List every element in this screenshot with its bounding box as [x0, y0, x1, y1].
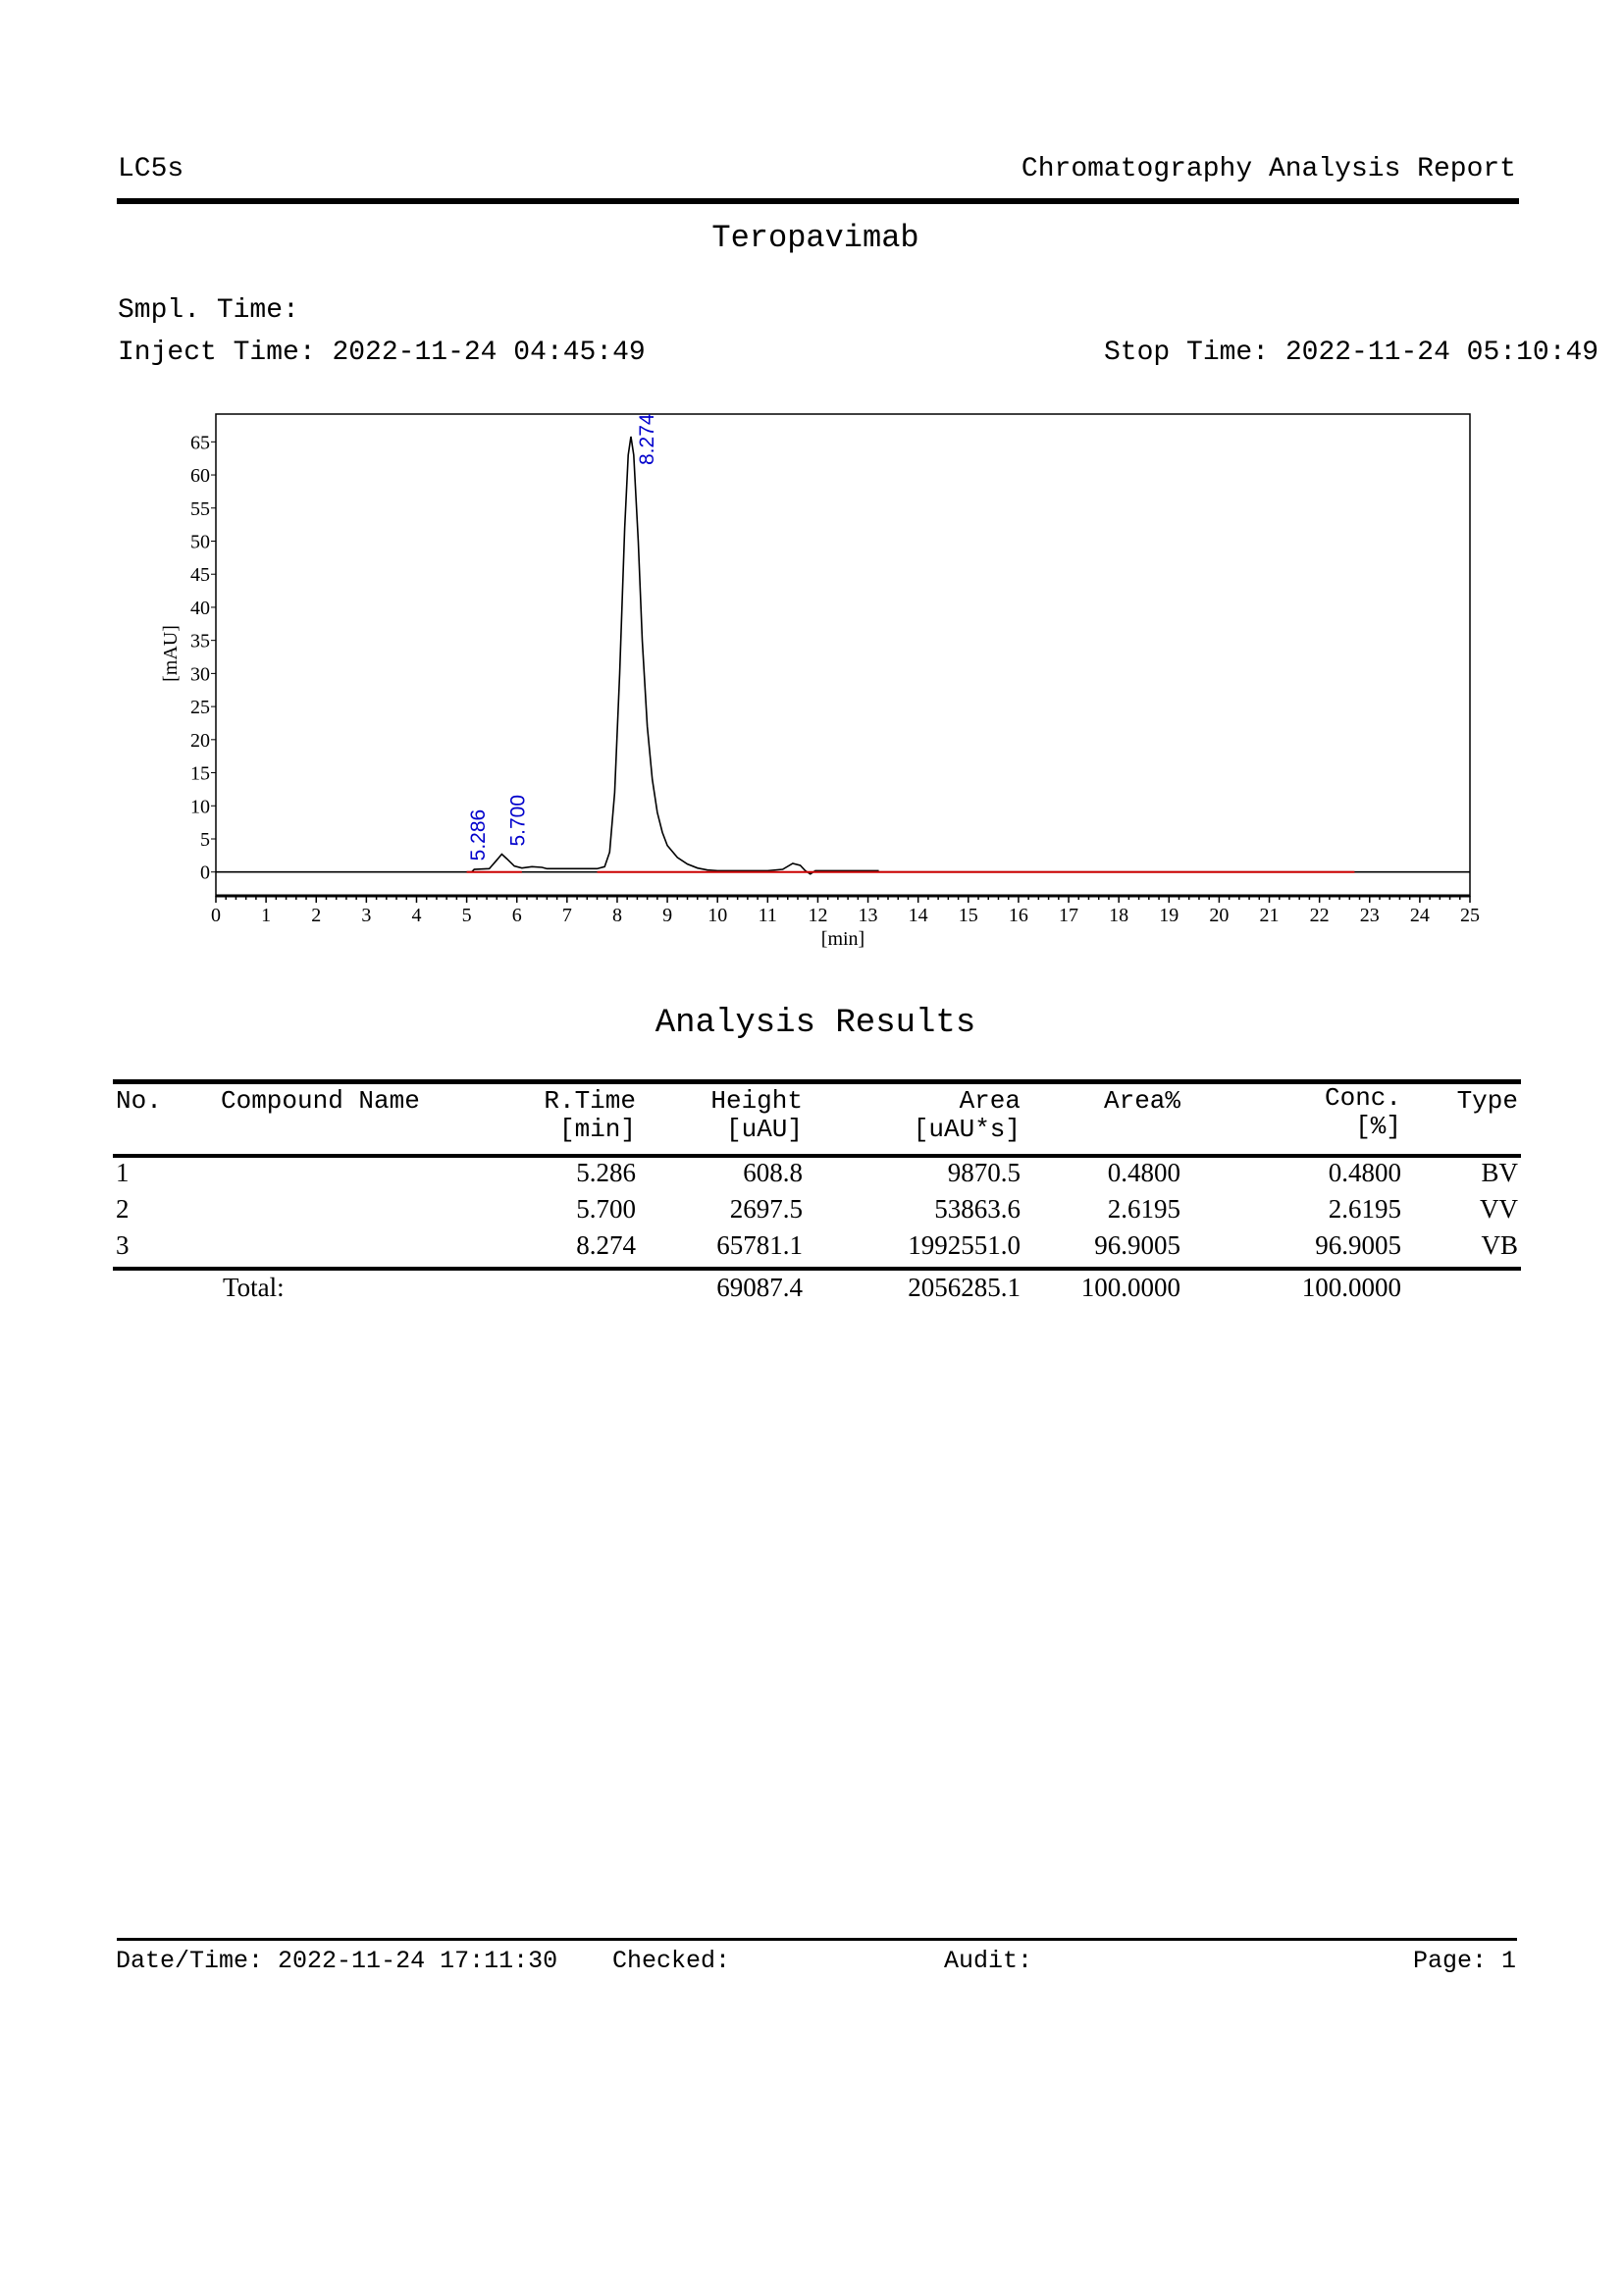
footer-audit-label: Audit:	[944, 1947, 1033, 1975]
footer-rule	[117, 1938, 1517, 1941]
col-area-pct: Area%	[1103, 1086, 1180, 1116]
footer-datetime-label: Date/Time:	[116, 1947, 264, 1975]
footer-page-number: 1	[1500, 1947, 1516, 1975]
stop-time-label: Stop Time:	[1104, 338, 1270, 368]
x-tick-label: 10	[707, 905, 728, 926]
total-label: Total:	[223, 1273, 285, 1302]
x-tick-label: 16	[1008, 905, 1028, 926]
x-axis-label: [min]	[820, 928, 865, 950]
x-tick-label: 14	[908, 905, 928, 926]
cell-area: 9870.5	[947, 1158, 1021, 1187]
y-tick-label: 40	[190, 597, 210, 619]
table-total-rule	[113, 1267, 1521, 1271]
total-conc: 100.0000	[1301, 1273, 1401, 1302]
cell-area: 53863.6	[934, 1194, 1021, 1224]
x-tick-label: 5	[461, 905, 472, 926]
col-conc-unit: [%]	[1355, 1112, 1401, 1141]
x-tick-label: 19	[1159, 905, 1179, 926]
col-rtime-label: R.Time	[544, 1086, 636, 1116]
cell-no: 2	[116, 1194, 130, 1224]
chromatogram-trace	[216, 437, 1470, 874]
x-tick-label: 1	[261, 905, 272, 926]
x-tick-label: 2	[311, 905, 322, 926]
footer-page	[1413, 1947, 1516, 1975]
cell-area-pct: 0.4800	[1107, 1158, 1180, 1187]
col-rtime	[544, 1087, 636, 1144]
results-title: Analysis Results	[655, 1005, 976, 1042]
y-tick-label: 0	[200, 861, 210, 884]
cell-type: VB	[1481, 1230, 1518, 1260]
col-area	[914, 1087, 1021, 1144]
x-tick-label: 7	[561, 905, 572, 926]
col-type: Type	[1456, 1086, 1518, 1116]
x-tick-label: 11	[758, 905, 777, 926]
y-tick-label: 60	[190, 465, 210, 488]
x-tick-label: 17	[1059, 905, 1079, 926]
cell-type: VV	[1480, 1194, 1518, 1224]
x-tick-label: 24	[1409, 905, 1430, 926]
cell-area-pct: 96.9005	[1094, 1230, 1180, 1260]
cell-conc: 0.4800	[1328, 1158, 1401, 1187]
total-area: 2056285.1	[908, 1273, 1021, 1302]
x-tick-label: 25	[1460, 905, 1480, 926]
y-tick-label: 10	[190, 796, 210, 818]
x-tick-label: 23	[1359, 905, 1380, 926]
y-tick-label: 30	[190, 663, 210, 686]
inject-time-label: Inject Time:	[118, 338, 316, 368]
footer-datetime-value: 2022-11-24 17:11:30	[278, 1947, 558, 1975]
x-tick-label: 6	[511, 905, 522, 926]
peak-label: 5.286	[467, 808, 491, 861]
total-area-pct: 100.0000	[1080, 1273, 1180, 1302]
cell-area: 1992551.0	[908, 1230, 1021, 1260]
table-top-rule	[113, 1079, 1521, 1084]
y-tick-label: 20	[190, 729, 210, 752]
stop-time-value: 2022-11-24 05:10:49	[1284, 338, 1599, 368]
col-area-unit: [uAU*s]	[913, 1115, 1021, 1144]
cell-conc: 96.9005	[1315, 1230, 1401, 1260]
plot-frame	[216, 414, 1470, 896]
col-height-label: Height	[710, 1086, 803, 1116]
y-tick-label: 5	[200, 828, 210, 851]
y-axis-label: [mAU]	[160, 625, 182, 682]
cell-rtime: 8.274	[576, 1230, 636, 1260]
table-header-rule	[113, 1154, 1521, 1158]
x-tick-label: 12	[808, 905, 828, 926]
chromatogram-chart	[0, 0, 1624, 981]
col-compound-name: Compound Name	[221, 1086, 420, 1116]
cell-height: 65781.1	[716, 1230, 803, 1260]
x-tick-label: 18	[1109, 905, 1129, 926]
cell-type: BV	[1481, 1158, 1518, 1187]
x-tick-label: 8	[611, 905, 622, 926]
cell-conc: 2.6195	[1328, 1194, 1401, 1224]
col-area-label: Area	[959, 1086, 1021, 1116]
sample-name: Teropavimab	[711, 220, 919, 256]
cell-area-pct: 2.6195	[1107, 1194, 1180, 1224]
x-tick-label: 4	[411, 905, 422, 926]
footer-datetime	[116, 1947, 557, 1975]
x-tick-label: 21	[1259, 905, 1280, 926]
sample-time-label: Smpl. Time:	[118, 295, 299, 326]
col-rtime-unit: [min]	[558, 1115, 636, 1144]
peak-label: 8.274	[635, 413, 658, 465]
x-tick-label: 3	[361, 905, 372, 926]
x-tick-label: 9	[662, 905, 673, 926]
instrument-name: LC5s	[118, 154, 184, 184]
cell-no: 3	[116, 1230, 130, 1260]
col-conc	[1325, 1084, 1401, 1141]
y-tick-label: 35	[190, 630, 210, 652]
col-no: No.	[116, 1086, 162, 1116]
x-tick-label: 22	[1309, 905, 1330, 926]
y-tick-label: 55	[190, 497, 210, 520]
x-tick-label: 20	[1209, 905, 1230, 926]
cell-rtime: 5.286	[576, 1158, 636, 1187]
col-height-unit: [uAU]	[725, 1115, 803, 1144]
col-conc-label: Conc.	[1324, 1083, 1401, 1113]
y-tick-label: 50	[190, 531, 210, 553]
footer-page-label: Page:	[1412, 1947, 1487, 1975]
cell-height: 2697.5	[729, 1194, 803, 1224]
x-tick-label: 13	[858, 905, 878, 926]
total-height: 69087.4	[716, 1273, 803, 1302]
y-tick-label: 65	[190, 432, 210, 454]
col-height	[710, 1087, 803, 1144]
y-tick-label: 45	[190, 564, 210, 587]
x-tick-label: 15	[958, 905, 978, 926]
y-tick-label: 25	[190, 697, 210, 719]
footer-checked-label: Checked:	[612, 1947, 731, 1975]
peak-label: 5.700	[506, 794, 530, 847]
y-tick-label: 15	[190, 762, 210, 785]
cell-no: 1	[116, 1158, 130, 1187]
inject-time-value: 2022-11-24 04:45:49	[332, 338, 646, 368]
x-tick-label: 0	[211, 905, 221, 926]
cell-rtime: 5.700	[576, 1194, 636, 1224]
report-title: Chromatography Analysis Report	[1021, 154, 1516, 184]
cell-height: 608.8	[743, 1158, 803, 1187]
